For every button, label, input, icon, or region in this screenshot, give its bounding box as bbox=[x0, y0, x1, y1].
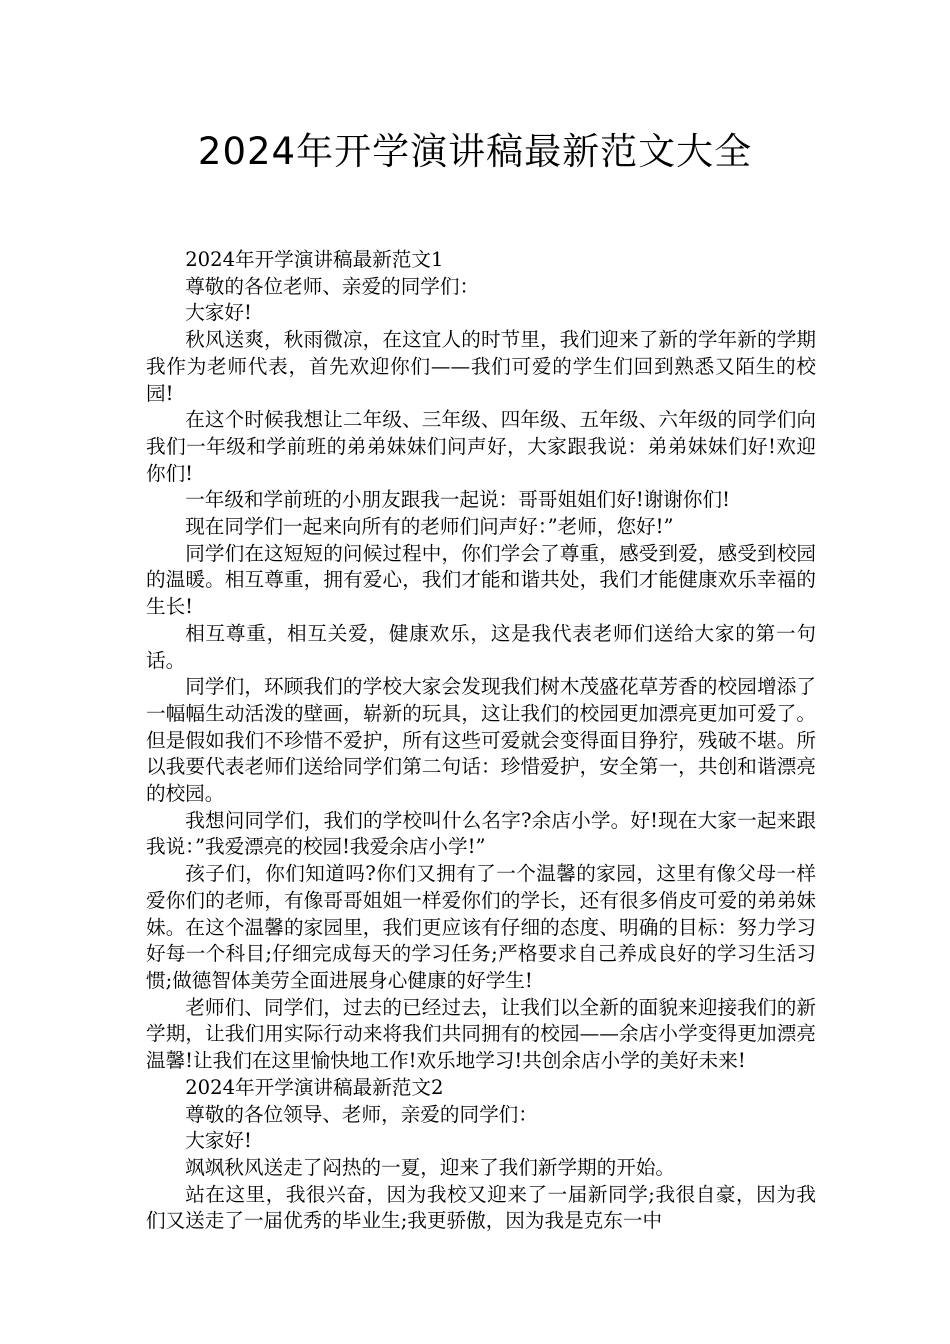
document-title: 2024年开学演讲稿最新范文大全 bbox=[197, 130, 753, 173]
paragraph: 现在同学们一起来向所有的老师们问声好：”老师，您好!” bbox=[185, 515, 674, 539]
paragraph: 2024年开学演讲稿最新范文2 bbox=[185, 1075, 444, 1099]
paragraph: 一年级和学前班的小朋友跟我一起说：哥哥姐姐们好!谢谢你们! bbox=[185, 488, 730, 512]
paragraph: 同学们，环顾我们的学校大家会发现我们树木茂盛花草芳香的校园增添了一幅幅生动活泼的壁画，崭新的玩具，这让我们的校园更加漂亮更加可爱了。但是假如我们不珍惜不爱护，所有这些可爱就会变得面目狰狞，残破不堪。所以我要代表老师们送给同学们第二句话：珍惜爱护，安全第一，共创和谐漂亮的校园。 bbox=[146, 675, 816, 806]
paragraph: 尊敬的各位领导、老师，亲爱的同学们： bbox=[185, 1102, 538, 1126]
paragraph: 大家好! bbox=[185, 301, 252, 325]
document-body bbox=[146, 247, 816, 1235]
paragraph: 孩子们，你们知道吗?你们又拥有了一个温馨的家园，这里有像父母一样爱你们的老师，有像哥哥姐姐一样爱你们的学长，还有很多俏皮可爱的弟弟妹妹。在这个温馨的家园里，我们更应该有仔细的态度、明确的目标：努力学习好每一个科目;仔细完成每天的学习任务;严格要求自己养成良好的学习生活习惯;做德智体美劳全面进展身心健康的好学生! bbox=[146, 862, 816, 992]
paragraph: 老师们、同学们，过去的已经过去，让我们以全新的面貌来迎接我们的新学期，让我们用实际行动来将我们共同拥有的校园——余店小学变得更加漂亮温馨!让我们在这里愉快地工作!欢乐地学习!共创余店小学的美好未来! bbox=[146, 995, 816, 1073]
paragraph: 我想问同学们，我们的学校叫什么名字?余店小学。好!现在大家一起来跟我说：”我爱漂亮的校园!我爱余店小学!” bbox=[146, 808, 816, 859]
paragraph: 同学们在这短短的问候过程中，你们学会了尊重，感受到爱，感受到校园的温暖。相互尊重，拥有爱心，我们才能和谐共处，我们才能健康欢乐幸福的生长! bbox=[146, 541, 816, 619]
paragraph: 站在这里，我很兴奋，因为我校又迎来了一届新同学;我很自豪，因为我们又送走了一届优秀的毕业生;我更骄傲，因为我是克东一中 bbox=[146, 1182, 816, 1233]
paragraph: 大家好! bbox=[185, 1129, 252, 1153]
paragraph: 尊敬的各位老师、亲爱的同学们： bbox=[185, 274, 480, 298]
paragraph: 飒飒秋风送走了闷热的一夏，迎来了我们新学期的开始。 bbox=[185, 1155, 676, 1179]
paragraph: 2024年开学演讲稿最新范文1 bbox=[185, 248, 444, 271]
paragraph: 在这个时候我想让二年级、三年级、四年级、五年级、六年级的同学们向我们一年级和学前班的弟弟妹妹们问声好，大家跟我说：弟弟妹妹们好!欢迎你们! bbox=[146, 408, 816, 485]
paragraph: 相互尊重，相互关爱，健康欢乐，这是我代表老师们送给大家的第一句话。 bbox=[146, 621, 816, 672]
paragraph: 秋风送爽，秋雨微凉，在这宜人的时节里，我们迎来了新的学年新的学期我作为老师代表，首先欢迎你们——我们可爱的学生们回到熟悉又陌生的校园! bbox=[146, 328, 816, 405]
